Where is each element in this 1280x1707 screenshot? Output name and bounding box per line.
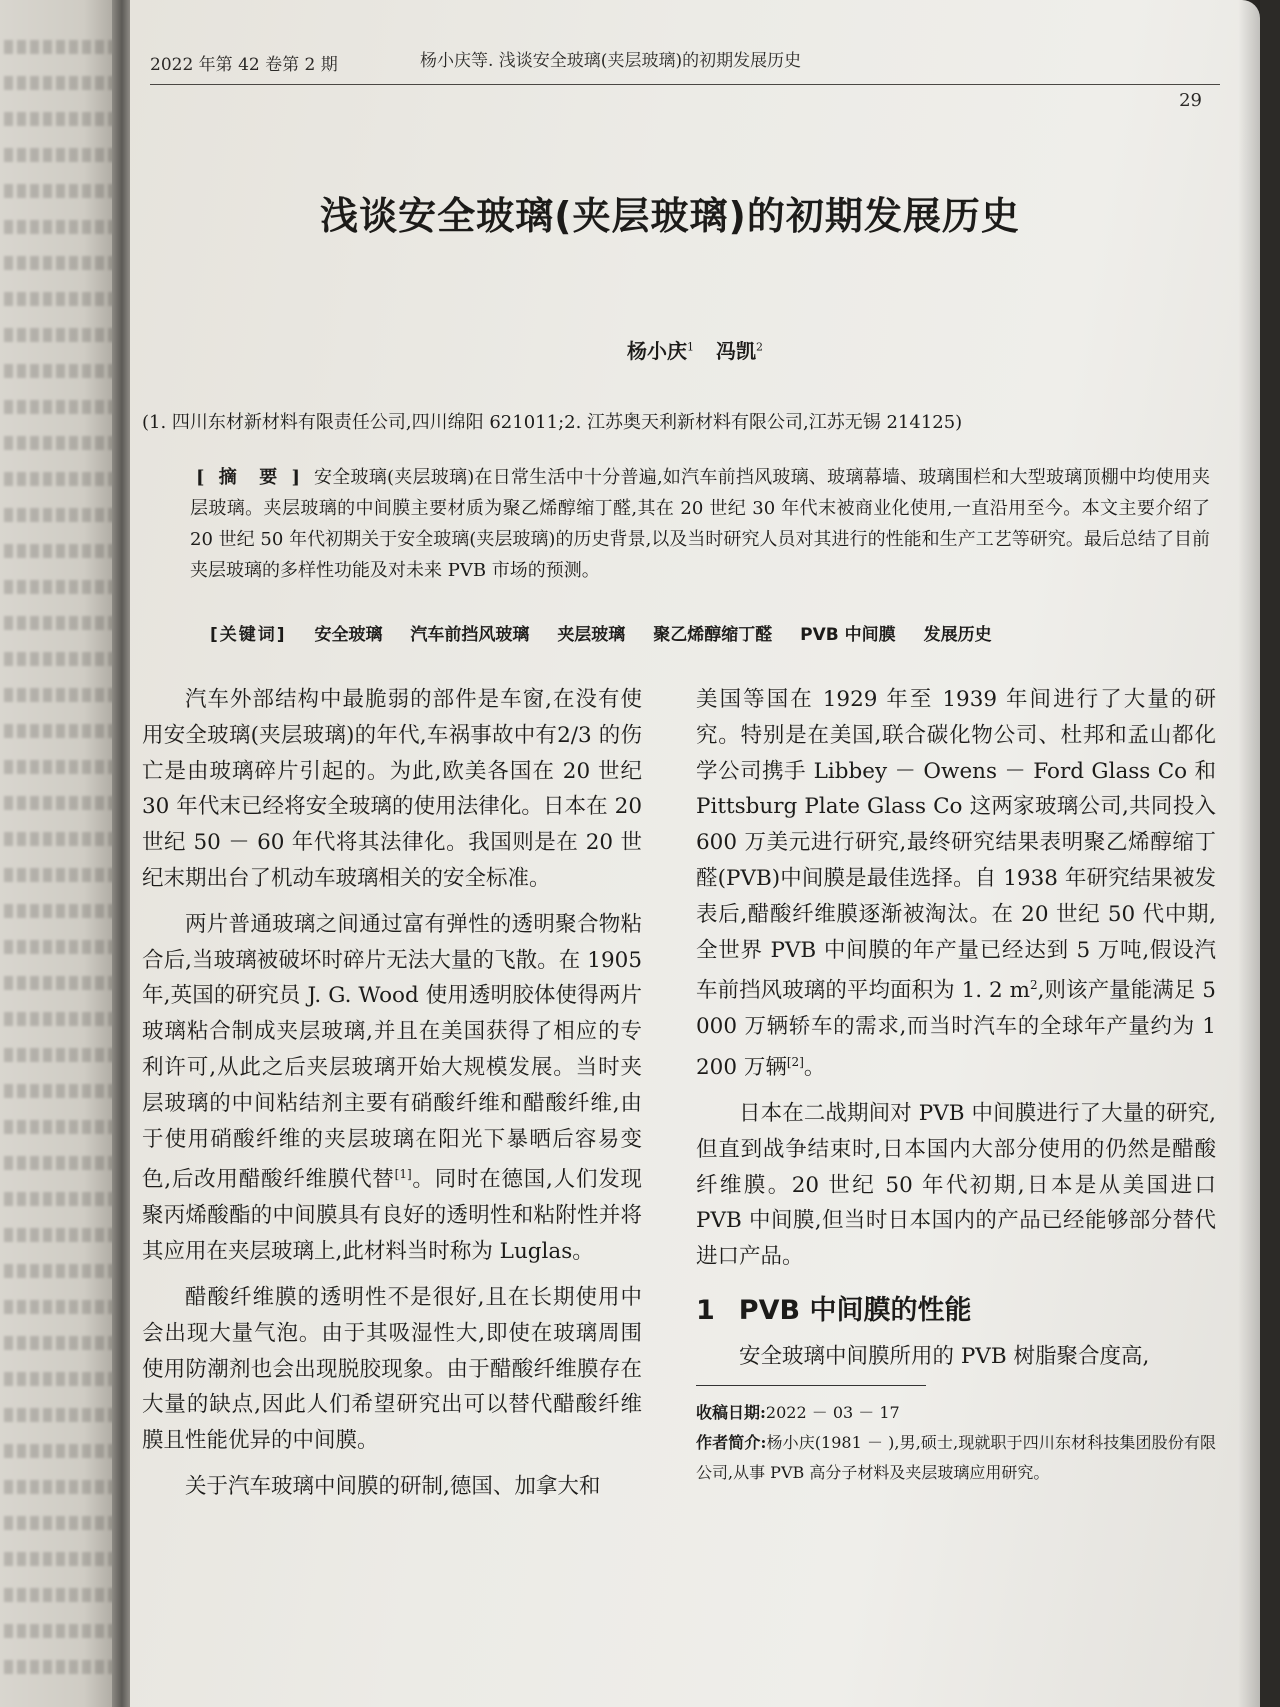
adjacent-text-line: [4, 1228, 116, 1242]
adjacent-text-line: [4, 1660, 116, 1674]
running-head: [150, 44, 1220, 111]
body-column-left: [142, 682, 642, 1515]
adjacent-text-line: [4, 1120, 116, 1134]
adjacent-text-line: [4, 364, 116, 378]
body-paragraph: 安全玻璃中间膜所用的 PVB 树脂聚合度高,: [739, 1343, 1150, 1369]
abstract-label: [ 摘 要 ]: [196, 467, 303, 488]
adjacent-text-line: [4, 616, 116, 630]
keywords: [210, 620, 1210, 645]
citation-ref: [2]: [786, 1055, 804, 1070]
running-article-title: 杨小庆等. 浅谈安全玻璃(夹层玻璃)的初期发展历史: [420, 51, 802, 71]
body-paragraph: 美国等国在 1929 年至 1939 年间进行了大量的研究。特别是在美国,联合碳化物公司、杜邦和孟山都化学公司携手 Libbey － Owens － Ford Glass Co 和 Pittsburg Plate Glass Co 这两家玻璃公司,共同投入600 万美元进行研究,最终研究结果表明聚乙烯醇缩丁醛(PVB)中间膜是最佳选择。自 1938 年研究结果被发表后,醋酸纤维膜逐渐被淘汰。在 20 世纪 50 代中期,全世界 PVB 中间膜的年产量已经达到 5 万吨,假设汽车前挡风玻璃的平均面积为 1. 2 $m^2$,则该产量能满足 5 000 万辆轿车的需求,而当时汽车的全球年产量约为 1 200 万辆[2]。: [696, 687, 1216, 1081]
author-affil-mark: 1: [687, 340, 694, 354]
body-paragraph: 日本在二战期间对 PVB 中间膜进行了大量的研究,但直到战争结束时,日本国内大部分使用的仍然是醋酸纤维膜。20 世纪 50 年代初期,日本是从美国进口 PVB 中间膜,但当时日本国内的产品已经能够部分替代进口产品。: [696, 1101, 1216, 1270]
journal-page: [130, 0, 1260, 1707]
adjacent-text-line: [4, 220, 116, 234]
adjacent-text-line: [4, 472, 116, 486]
adjacent-text-line: [4, 1012, 116, 1026]
footnote-author: 作者简介:杨小庆(1981 － ),男,硕士,现就职于四川东材科技集团股份有限公司,从事 PVB 高分子材料及夹层玻璃应用研究。: [696, 1432, 1216, 1482]
body-paragraph: 两片普通玻璃之间通过富有弹性的透明聚合物粘合后,当玻璃被破坏时碎片无法大量的飞散。在 1905 年,英国的研究员 J. G. Wood 使用透明胶体使得两片玻璃粘合制成夹层玻璃,并且在美国获得了相应的专利许可,从此之后夹层玻璃开始大规模发展。当时夹层玻璃的中间粘结剂主要有硝酸纤维和醋酸纤维,由于使用硝酸纤维的夹层玻璃在阳光下暴晒后容易变色,后改用醋酸纤维膜代替[1]。同时在德国,人们发现聚丙烯酸酯的中间膜具有良好的透明性和粘附性并将其应用在夹层玻璃上,此材料当时称为 Luglas。: [142, 911, 642, 1265]
keyword: PVB 中间膜: [800, 625, 896, 645]
adjacent-text-line: [4, 1624, 116, 1638]
adjacent-text-line: [4, 184, 116, 198]
adjacent-text-line: [4, 1336, 116, 1350]
adjacent-text-line: [4, 1588, 116, 1602]
page-edge-shadow: [1238, 0, 1260, 1707]
adjacent-text-line: [4, 328, 116, 342]
keyword: 聚乙烯醇缩丁醛: [653, 625, 773, 645]
adjacent-text-line: [4, 256, 116, 270]
section-heading: [696, 1293, 1216, 1329]
adjacent-text-line: [4, 1372, 116, 1386]
adjacent-text-line: [4, 1408, 116, 1422]
keyword: 夹层玻璃: [557, 625, 626, 645]
footnote-rule: [696, 1385, 926, 1386]
adjacent-text-line: [4, 760, 116, 774]
adjacent-text-line: [4, 76, 116, 90]
abstract: [190, 462, 1210, 586]
adjacent-text-line: [4, 868, 116, 882]
adjacent-text-line: [4, 1300, 116, 1314]
adjacent-text-line: [4, 1444, 116, 1458]
keyword: 安全玻璃: [314, 625, 383, 645]
adjacent-text-line: [4, 832, 116, 846]
adjacent-text-line: [4, 1516, 116, 1530]
abstract-text: 安全玻璃(夹层玻璃)在日常生活中十分普遍,如汽车前挡风玻璃、玻璃幕墙、玻璃围栏和大型玻璃顶棚中均使用夹层玻璃。夹层玻璃的中间膜主要材质为聚乙烯醇缩丁醛,其在 20 世纪 30 年代末被商业化使用,一直沿用至今。本文主要介绍了 20 世纪 50 年代初期关于安全玻璃(夹层玻璃)的历史背景,以及当时研究人员对其进行的性能和生产工艺等研究。最后总结了目前夹层玻璃的多样性功能及对未来 PVB 市场的预测。: [190, 467, 1210, 581]
adjacent-text-line: [4, 796, 116, 810]
adjacent-text-line: [4, 112, 116, 126]
adjacent-text-line: [4, 40, 116, 54]
adjacent-text-line: [4, 904, 116, 918]
body-paragraph: 关于汽车玻璃中间膜的研制,德国、加拿大和: [185, 1473, 601, 1499]
adjacent-text-line: [4, 724, 116, 738]
adjacent-text-line: [4, 292, 116, 306]
author-line: [130, 335, 1260, 364]
article-title: 浅谈安全玻璃(夹层玻璃)的初期发展历史: [320, 194, 1020, 238]
adjacent-text-line: [4, 976, 116, 990]
body-paragraph: 醋酸纤维膜的透明性不是很好,且在长期使用中会出现大量气泡。由于其吸湿性大,即使在玻璃周围使用防潮剂也会出现脱胶现象。由于醋酸纤维膜存在大量的缺点,因此人们希望研究出可以替代醋酸纤维膜且性能优异的中间膜。: [142, 1284, 642, 1454]
header-rule: [150, 84, 1220, 85]
adjacent-text-line: [4, 1192, 116, 1206]
adjacent-text-line: [4, 508, 116, 522]
body-column-right: [696, 682, 1216, 1488]
footnote-received: 收稿日期:2022 － 03 － 17: [696, 1402, 900, 1422]
author-name: 冯凯: [716, 339, 756, 363]
adjacent-text-line: [4, 1048, 116, 1062]
adjacent-text-line: [4, 544, 116, 558]
body-paragraph: 汽车外部结构中最脆弱的部件是车窗,在没有使用安全玻璃(夹层玻璃)的年代,车祸事故中有2/3 的伤亡是由玻璃碎片引起的。为此,欧美各国在 20 世纪 30 年代末已经将安全玻璃的使用法律化。日本在 20 世纪 50 － 60 年代将其法律化。我国则是在 20 世纪末期出台了机动车玻璃相关的安全标准。: [142, 687, 642, 891]
keywords-label: [关键词]: [210, 625, 287, 645]
keyword: 汽车前挡风玻璃: [410, 625, 530, 645]
adjacent-page: [0, 0, 120, 1707]
adjacent-text-line: [4, 436, 116, 450]
adjacent-text-line: [4, 688, 116, 702]
adjacent-text-line: [4, 1480, 116, 1494]
section-number: 1: [696, 1295, 715, 1327]
adjacent-text-line: [4, 580, 116, 594]
author-affil-mark: 2: [756, 340, 763, 354]
adjacent-text-line: [4, 1084, 116, 1098]
page-number: 29: [1179, 90, 1202, 111]
adjacent-text-line: [4, 1156, 116, 1170]
affiliations: (1. 四川东材新材料有限责任公司,四川绵阳 621011;2. 江苏奥天利新材料有限公司,江苏无锡 214125): [142, 412, 963, 433]
adjacent-text-line: [4, 148, 116, 162]
author-name: 杨小庆: [627, 339, 687, 363]
superscript: 2: [1029, 978, 1038, 993]
adjacent-text-line: [4, 940, 116, 954]
adjacent-text-line: [4, 1264, 116, 1278]
citation-ref: [1]: [394, 1167, 412, 1182]
adjacent-text-line: [4, 652, 116, 666]
keyword: 发展历史: [923, 625, 992, 645]
adjacent-text-line: [4, 1552, 116, 1566]
adjacent-text-line: [4, 400, 116, 414]
journal-issue: 2022 年第 42 卷第 2 期: [150, 55, 338, 75]
section-title: PVB 中间膜的性能: [738, 1295, 972, 1327]
